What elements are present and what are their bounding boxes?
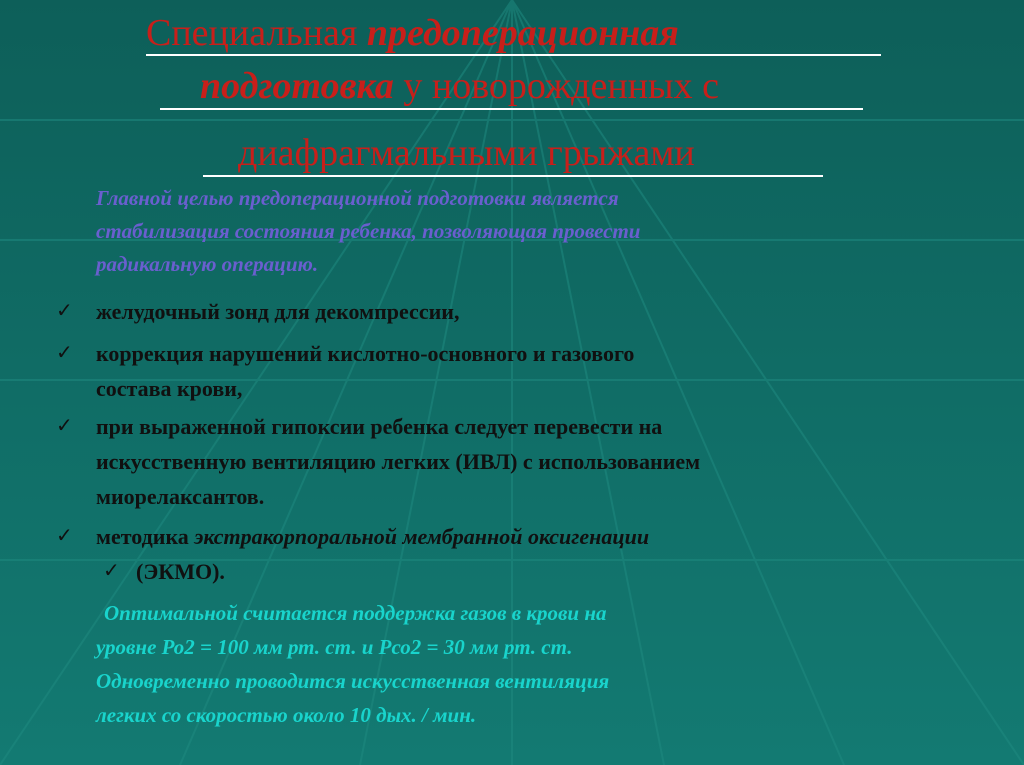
bullet-3-line: при выраженной гипоксии ребенка следует перевести на (96, 414, 663, 439)
title-underline-2 (160, 108, 863, 110)
note-line: Одновременно проводится искусственная вентиляция (96, 669, 610, 693)
bullet-3-line: искусственную вентиляцию легких (ИВЛ) с использованием (96, 449, 701, 474)
title-normal-2: у новорожденных с (393, 65, 719, 107)
title-normal-1: Специальная (146, 12, 367, 54)
title-line-3: диафрагмальными грыжами (238, 132, 695, 174)
intro-line: стабилизация состояния ребенка, позволяющая провести (96, 219, 641, 243)
title-underline-3 (203, 175, 823, 177)
bullet-1: желудочный зонд для декомпрессии, (96, 299, 460, 324)
title-underline-1 (146, 54, 881, 56)
bullet-3 (96, 409, 700, 514)
bullet-4-italic: экстракорпоральной мембранной оксигенации (194, 524, 650, 549)
note-line: легких со скоростью около 10 дых. / мин. (96, 703, 477, 727)
title-line-1 (146, 13, 679, 53)
check-icon: ✓ (56, 413, 73, 437)
check-icon: ✓ (56, 523, 73, 547)
bullet-4 (96, 519, 649, 554)
note-line: уровне Ро2 = 100 мм рт. ст. и Рсо2 = 30 мм рт. ст. (96, 635, 573, 659)
bullet-2 (96, 336, 634, 406)
intro-line: радикальную операцию. (96, 252, 319, 276)
check-icon: ✓ (56, 298, 73, 322)
title-emph-1: предоперационная (366, 12, 679, 54)
title-emph-2: подготовка (200, 65, 394, 107)
intro-line: Главной целью предоперационной подготовки является (96, 186, 619, 210)
bullet-2-line: коррекция нарушений кислотно-основного и газового (96, 341, 635, 366)
intro-paragraph (96, 182, 640, 281)
bullet-4-normal: методика (96, 524, 195, 549)
title-line-2 (200, 66, 719, 106)
check-icon: ✓ (103, 558, 120, 582)
note-paragraph (96, 596, 609, 732)
check-icon: ✓ (56, 340, 73, 364)
note-line: Оптимальной считается поддержка газов в крови на (104, 601, 607, 625)
bullet-4-sub: (ЭКМО). (136, 559, 225, 584)
bullet-3-line: миорелаксантов. (96, 484, 265, 509)
bullet-2-line: состава крови, (96, 376, 243, 401)
